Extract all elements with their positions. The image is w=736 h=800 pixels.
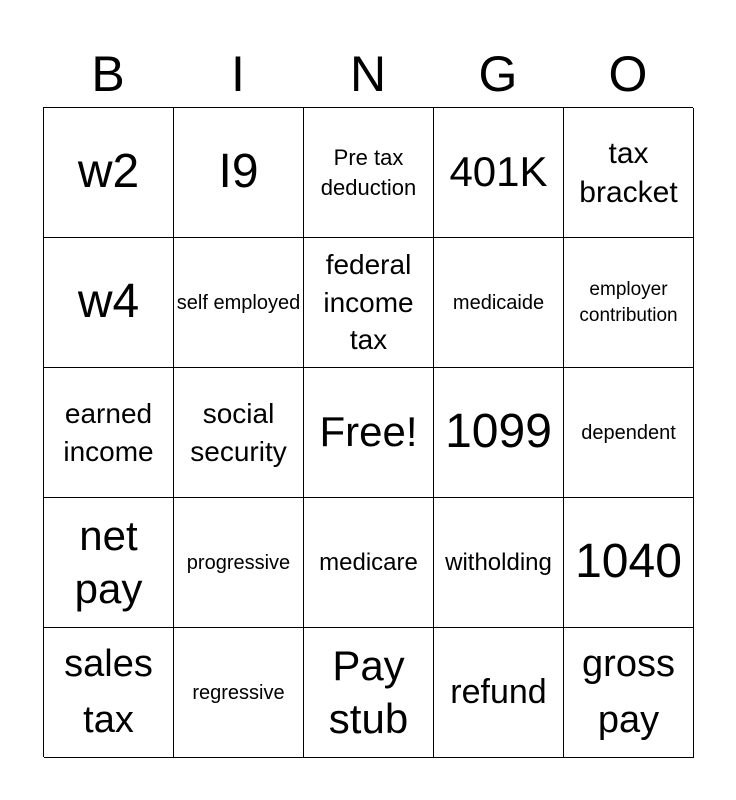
bingo-cell[interactable]: refund [434,628,564,758]
bingo-cell[interactable]: w4 [44,238,174,368]
header-letter-g: G [478,46,518,102]
bingo-cell[interactable]: federal income tax [304,238,434,368]
bingo-cell[interactable]: 401K [434,108,564,238]
bingo-cell[interactable]: self employed [174,238,304,368]
bingo-cell[interactable]: employer contribution [564,238,694,368]
bingo-cell[interactable]: medicare [304,498,434,628]
header-letter-i: I [231,46,245,102]
bingo-cell[interactable]: regressive [174,628,304,758]
header-letter-b: B [91,46,125,102]
bingo-cell[interactable]: witholding [434,498,564,628]
bingo-board [43,107,693,757]
bingo-cell[interactable]: 1040 [564,498,694,628]
bingo-cell[interactable]: tax bracket [564,108,694,238]
bingo-cell[interactable]: w2 [44,108,174,238]
bingo-cell[interactable]: earned income [44,368,174,498]
bingo-cell[interactable]: 1099 [434,368,564,498]
bingo-cell[interactable]: dependent [564,368,694,498]
bingo-cell[interactable]: Pay stub [304,628,434,758]
header-letter-o: O [608,46,648,102]
bingo-cell free-space[interactable]: Free! [304,368,434,498]
bingo-cell[interactable]: Pre tax deduction [304,108,434,238]
bingo-cell[interactable]: social security [174,368,304,498]
bingo-cell[interactable]: net pay [44,498,174,628]
bingo-header [43,40,693,108]
bingo-cell[interactable]: I9 [174,108,304,238]
header-letter-n: N [349,46,387,102]
bingo-cell[interactable]: progressive [174,498,304,628]
bingo-cell[interactable]: sales tax [44,628,174,758]
bingo-cell[interactable]: gross pay [564,628,694,758]
bingo-cell[interactable]: medicaide [434,238,564,368]
